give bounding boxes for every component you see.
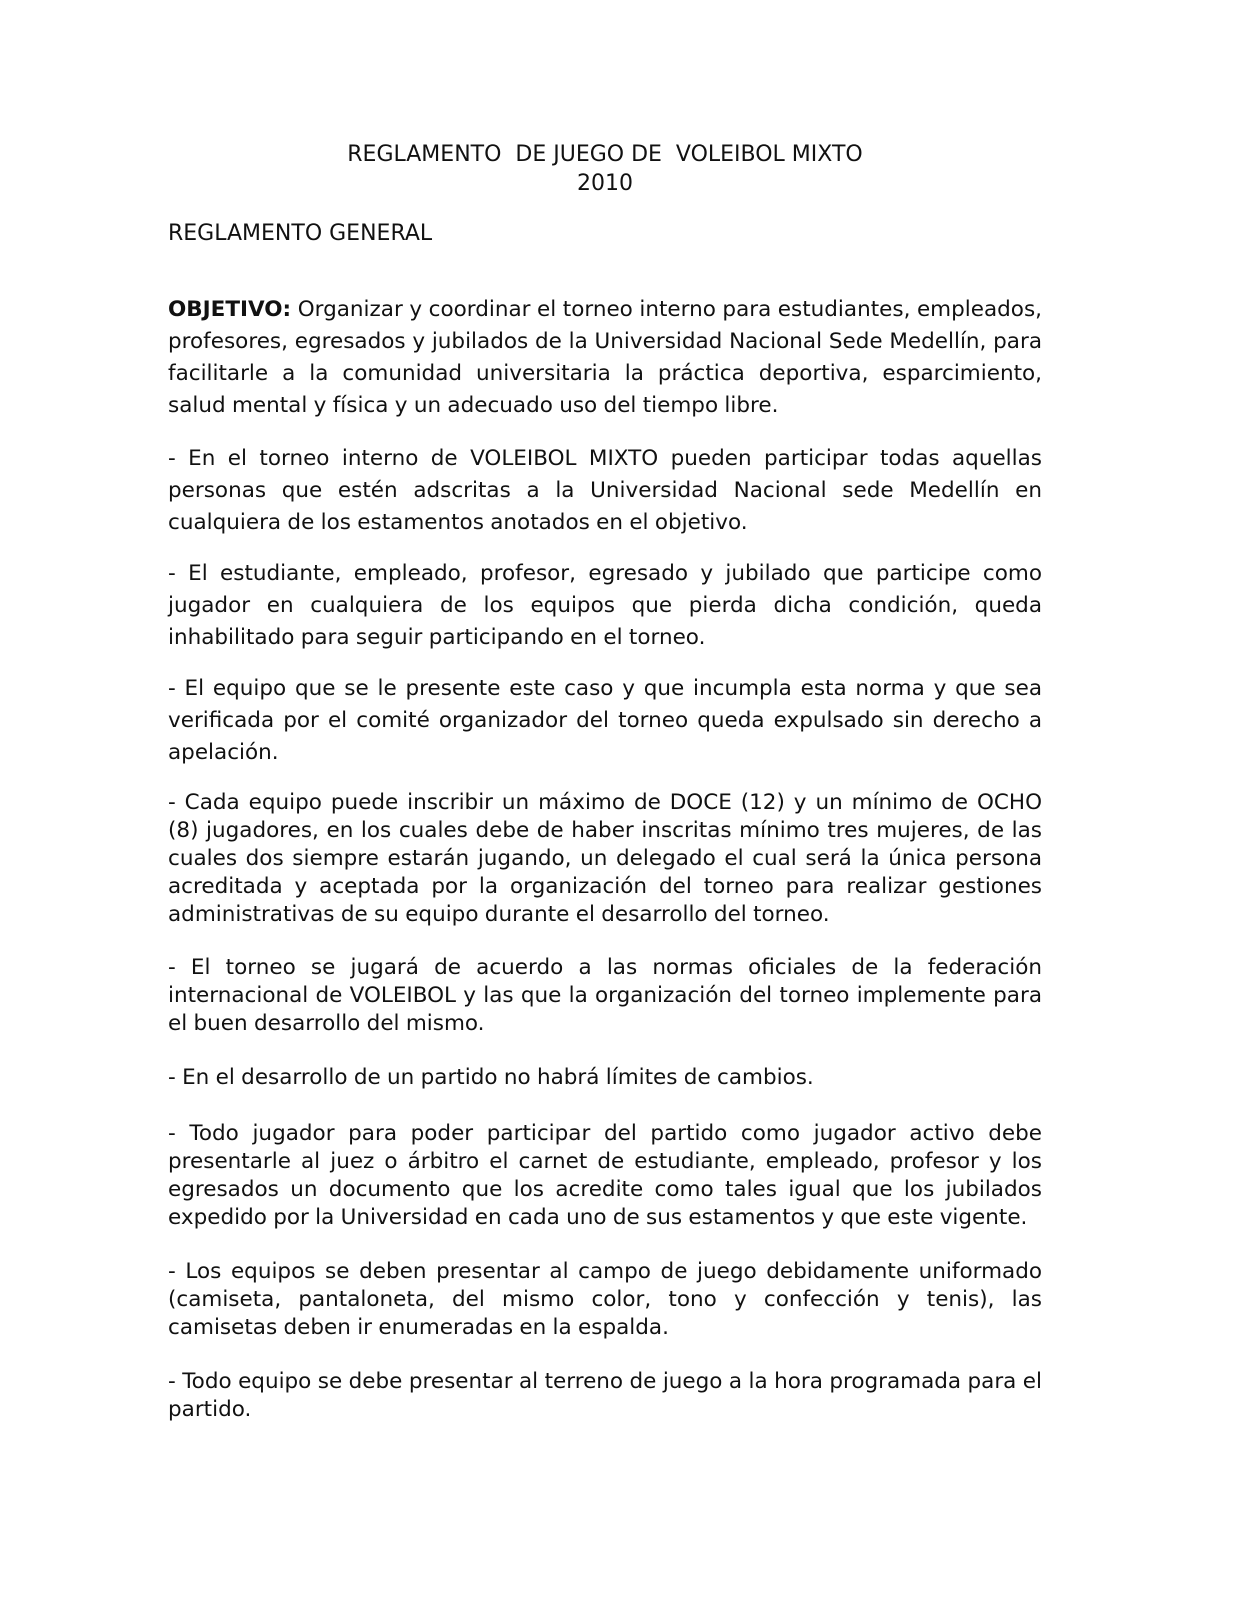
paragraph-punctuality: - Todo equipo se debe presentar al terreno de juego a la hora programada para el partido.: [168, 1369, 1042, 1422]
paragraph-uniform: - Los equipos se deben presentar al campo de juego debidamente uniformado (camiseta, pantaloneta, del mismo color, tono y confección y tenis), las camisetas deben ir enumeradas en la espalda.: [168, 1259, 1042, 1340]
paragraph-team-size: - Cada equipo puede inscribir un máximo de DOCE (12) y un mínimo de OCHO (8) jugadores, en los cuales debe de haber inscritas mínimo tres mujeres, de las cuales dos siempre estarán jugando, un delegado el cual será la única persona acreditada y aceptada por la organización del torneo para realizar gestiones administrativas de su equipo durante el desarrollo del torneo.: [168, 790, 1042, 927]
paragraph-participants: - En el torneo interno de VOLEIBOL MIXTO pueden participar todas aquellas personas que estén adscritas a la Universidad Nacional sede Medellín en cualquiera de los estamentos anotados en el objetivo.: [168, 446, 1042, 535]
paragraph-condition-loss: - El estudiante, empleado, profesor, egresado y jubilado que participe como jugador en cualquiera de los equipos que pierda dicha condición, queda inhabilitado para seguir participando en el torneo.: [168, 561, 1042, 650]
paragraph-official-rules: - El torneo se jugará de acuerdo a las normas oficiales de la federación internacional de VOLEIBOL y las que la organización del torneo implemente para el buen desarrollo del mismo.: [168, 955, 1042, 1036]
objective-label: OBJETIVO:: [168, 297, 292, 322]
objective-paragraph: [168, 294, 1042, 422]
title-line-2: 2010: [577, 171, 633, 196]
paragraph-identification: - Todo jugador para poder participar del partido como jugador activo debe presentarle al juez o árbitro el carnet de estudiante, empleado, profesor y los egresados un documento que los acredite como tales igual que los jubilados expedido por la Universidad en cada uno de sus estamentos y que este vigente.: [168, 1121, 1042, 1230]
paragraph-expulsion: - El equipo que se le presente este caso y que incumpla esta norma y que sea verificada por el comité organizador del torneo queda expulsado sin derecho a apelación.: [168, 676, 1042, 765]
paragraph-substitutions: - En el desarrollo de un partido no habrá límites de cambios.: [168, 1065, 814, 1090]
document-title: [168, 140, 1042, 198]
title-line-1: REGLAMENTO DE JUEGO DE VOLEIBOL MIXTO: [347, 142, 863, 167]
section-heading: REGLAMENTO GENERAL: [168, 221, 433, 246]
objective-text: Organizar y coordinar el torneo interno para estudiantes, empleados, profesores, egresados y jubilados de la Universidad Nacional Sede Medellín, para facilitarle a la comunidad universitaria la práctica deportiva, esparcimiento, salud mental y física y un adecuado uso del tiempo libre.: [168, 297, 1042, 418]
